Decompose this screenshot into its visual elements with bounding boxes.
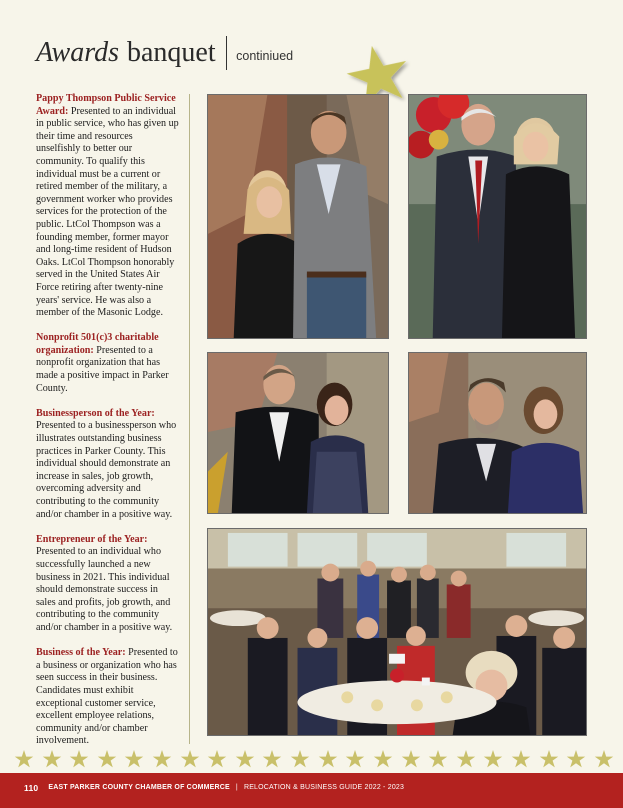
award-description: Presented to a businessperson who illustrates outstanding business practices in Parker County. This individual should demonstrate an increase in sales, job growth, overcoming adversity and contributing to the community and/or chamber in a positive way. (36, 420, 177, 520)
award-section-businessperson (36, 408, 179, 521)
column-divider (189, 94, 190, 744)
award-description: Presented to a nonprofit organization that has made a positive impact in Parker County. (36, 344, 169, 394)
award-heading: Pappy Thompson Public Service Award: (36, 93, 176, 117)
star-icon (566, 749, 586, 769)
award-section-public-service (36, 93, 179, 320)
star-icon (373, 749, 393, 769)
star-icon (97, 749, 117, 769)
award-section-nonprofit (36, 332, 179, 395)
star-icon (14, 749, 34, 769)
star-icon (262, 749, 282, 769)
star-icon (42, 749, 62, 769)
star-icon (152, 749, 172, 769)
award-descriptions (36, 93, 179, 760)
star-icon (235, 749, 255, 769)
star-icon (318, 749, 338, 769)
page-header (36, 34, 293, 72)
star-icon (180, 749, 200, 769)
award-heading: Businessperson of the Year: (36, 407, 155, 419)
photo-couple-4 (408, 352, 587, 514)
photo-couple-1 (207, 94, 389, 339)
star-icon (207, 749, 227, 769)
award-section-entrepreneur (36, 534, 179, 635)
photo-couple-3 (207, 352, 389, 514)
page-title: banquet (127, 37, 216, 68)
star-icon (401, 749, 421, 769)
page-footer (0, 773, 623, 808)
star-icon (456, 749, 476, 769)
award-description: Presented to an individual in public service, who has given up their time and resources unselfishly to better our community. To qualify this individual must be a current or retired member of the military, a government worker who provides services for the protection of the public. LtCol Thompson was a founding member, former mayor and long-time resident of Hudson Oaks. LtCol Thompson honorably served in the United States Air Force retiring after twenty-nine years' service. He was also a member of the Masonic Lodge. (36, 105, 179, 319)
photo-couple-2 (408, 94, 587, 339)
footer-publication: RELOCATION & BUSINESS GUIDE 2022 - 2023 (243, 784, 405, 791)
award-section-business (36, 647, 179, 748)
star-icon (69, 749, 89, 769)
award-description: Presented to an individual who successfully launched a new business in 2021. This individual should demonstrate success in sales and profits, job growth, and contributing to the community and/or chamber in a positive way. (36, 546, 173, 633)
title-divider (226, 36, 228, 70)
star-icon (345, 749, 365, 769)
star-icon (483, 749, 503, 769)
star-icon (594, 749, 614, 769)
award-heading: Entrepreneur of the Year: (36, 533, 148, 545)
star-icon (539, 749, 559, 769)
star-icon (124, 749, 144, 769)
footer-organization: EAST PARKER COUNTY CHAMBER OF COMMERCE (48, 784, 230, 791)
page-title-italic: Awards (36, 37, 119, 68)
footer-separator: | (235, 784, 238, 791)
photo-banquet-group (207, 528, 587, 736)
star-row (14, 748, 614, 770)
award-heading: Business of the Year: (36, 647, 126, 659)
page-subtitle: continiued (236, 49, 294, 63)
page-number: 110 (24, 782, 39, 793)
award-description: Presented to a business or organization who has seen success in their business. Candidates must exhibit exceptional customer service, excellent employee relations, community and/or chamber involvement. (36, 647, 178, 747)
star-icon (511, 749, 531, 769)
star-icon (428, 749, 448, 769)
award-heading: Nonprofit 501(c)3 charitable organization: (36, 332, 159, 356)
star-icon (290, 749, 310, 769)
